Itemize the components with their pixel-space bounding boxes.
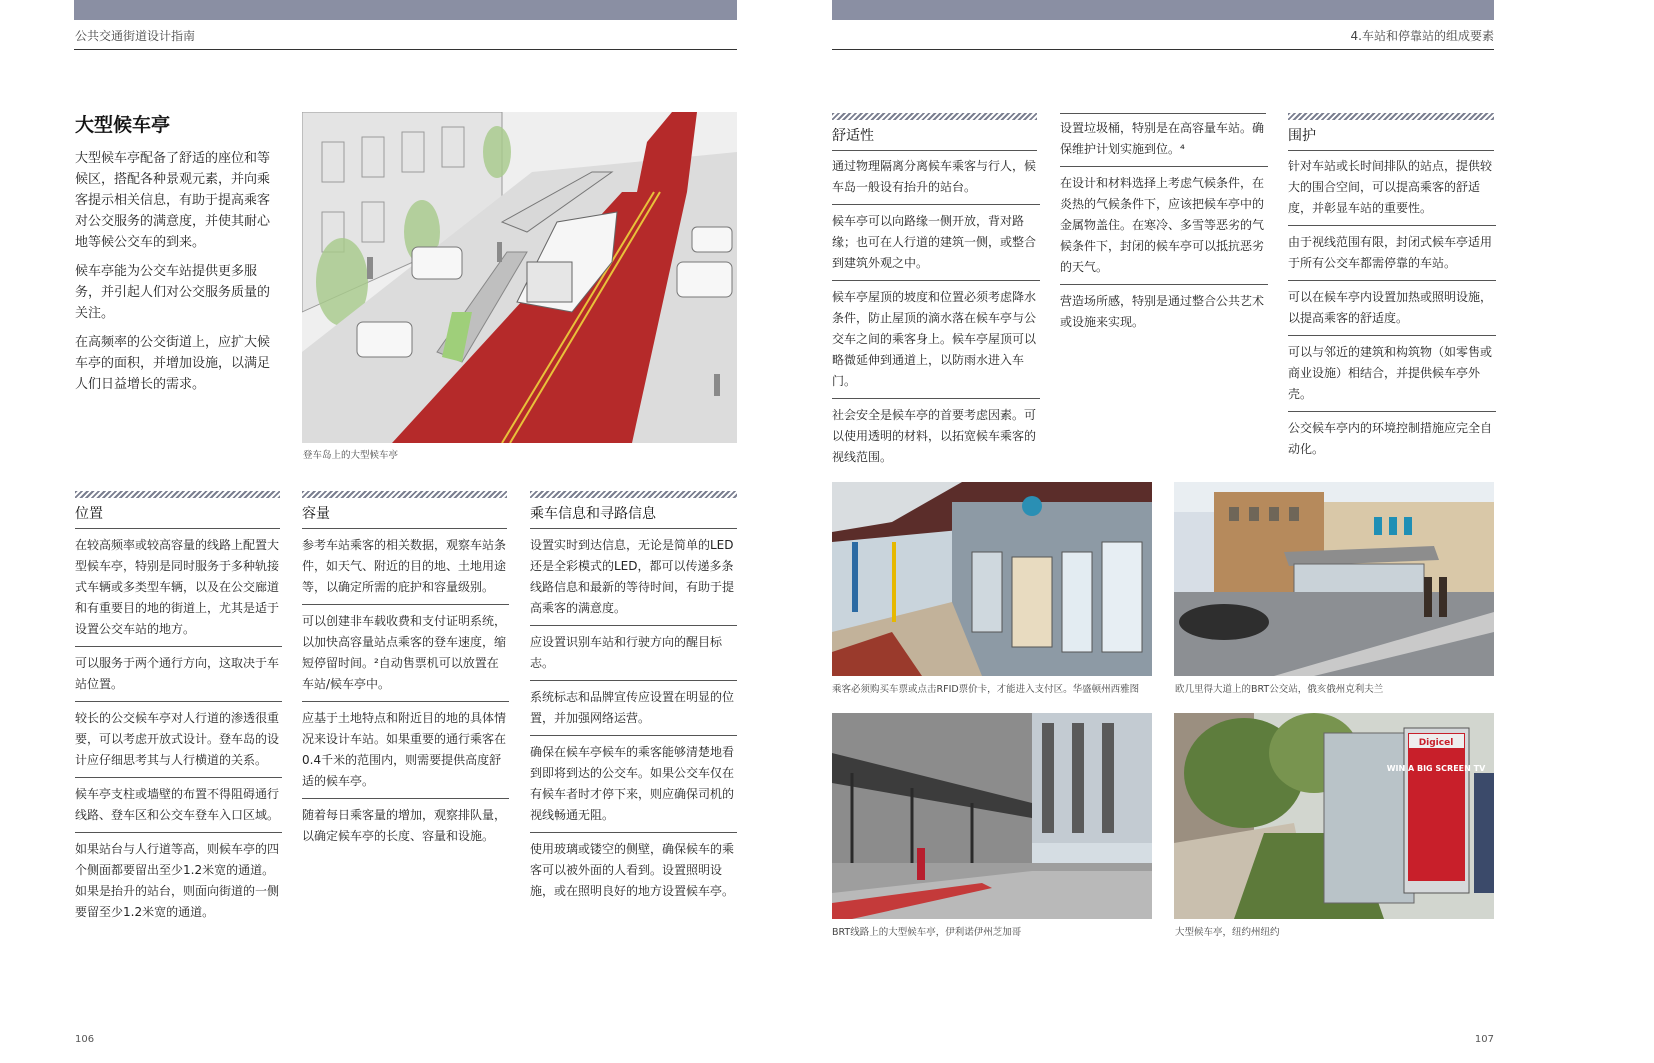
enclosure-section-rule (1288, 150, 1494, 151)
location-item: 候车亭支柱或墙壁的布置不得阻碍通行线路、登车区和公交车登车入口区域。 (75, 778, 282, 833)
enclosure-item: 公交候车亭内的环境控制措施应完全自动化。 (1288, 421, 1493, 456)
info-item: 设置实时到达信息，无论是简单的LED还是全彩模式的LED，都可以传递多条线路信息和最新的等待时间，有助于提高乘客的满意度。 (530, 535, 737, 626)
right-header-rule (832, 49, 1494, 50)
photo-chicago-shelter (832, 713, 1152, 919)
capacity-section-rule (302, 528, 507, 529)
seattle-station-image (832, 482, 1152, 676)
comfort-section-title: 舒适性 (832, 128, 874, 144)
info-section-body (530, 535, 737, 902)
ad-brand-label: Digicel (1418, 738, 1454, 748)
capacity-section-body (302, 535, 509, 847)
location-section-body (75, 535, 282, 923)
left-top-bar (74, 0, 737, 20)
street-illustration-image (302, 112, 737, 443)
comfort-item: 通过物理隔离分离候车乘客与行人，候车岛一般设有抬升的站台。 (832, 156, 1040, 205)
enclosure-item: 可以在候车亭内设置加热或照明设施，以提高乘客的舒适度。 (1288, 281, 1496, 336)
capacity-item: 可以创建非车载收费和支付证明系统，以加快高容量站点乘客的登车速度，缩短停留时间。²自动售票机可以放置在车站/候车亭中。 (302, 605, 509, 702)
info-item: 应设置识别车站和行驶方向的醒目标志。 (530, 626, 737, 681)
capacity-item: 参考车站乘客的相关数据，观察车站条件，如天气、附近的目的地、土地用途等，以确定所需的庇护和容量级别。 (302, 535, 509, 605)
photo-newyork-caption: 大型候车亭，纽约州纽约 (1175, 927, 1280, 938)
right-page-number: 107 (1474, 1034, 1494, 1045)
enclosure-section-body (1288, 156, 1496, 460)
comfort-item: 候车亭可以向路缘一侧开放，背对路缘；也可在人行道的建筑一侧，或整合到建筑外观之中。 (832, 205, 1040, 281)
ad-headline-label: WIN A BIG SCREEN TV (1386, 764, 1486, 773)
comfort-section-rule (832, 150, 1037, 151)
info-section-hatch (530, 491, 737, 498)
info-section-title: 乘车信息和寻路信息 (530, 506, 656, 522)
cleveland-station-image (1174, 482, 1494, 676)
comfort-cont-item: 营造场所感，特别是通过整合公共艺术或设施来实现。 (1060, 294, 1265, 329)
location-item: 较长的公交候车亭对人行道的渗透很重要，可以考虑开放式设计。登车岛的设计应仔细思考其与人行横道的关系。 (75, 702, 282, 778)
right-header-title: 4.车站和停靠站的组成要素 (1350, 29, 1494, 43)
capacity-section-title: 容量 (302, 506, 330, 522)
intro-paragraph: 候车亭能为公交车站提供更多服务，并引起人们对公交服务质量的关注。 (75, 264, 271, 321)
photo-seattle-caption: 乘客必须购买车票或点击RFID票价卡，才能进入支付区。华盛顿州西雅图 (832, 684, 1140, 695)
info-item: 系统标志和品牌宣传应设置在明显的位置，并加强网络运营。 (530, 681, 737, 736)
enclosure-item: 可以与邻近的建筑和构筑物（如零售或商业设施）相结合，并提供候车亭外壳。 (1288, 336, 1496, 412)
location-section-hatch (75, 491, 280, 498)
location-item: 在较高频率或较高容量的线路上配置大型候车亭，特别是同时服务于多种轨接式车辆或多类型车辆，以及在公交廊道和有重要目的地的街道上，尤其是适于设置公交车站的地方。 (75, 535, 282, 647)
comfort-cont-top-rule (1060, 113, 1266, 114)
capacity-item: 随着每日乘客量的增加，观察排队量，以确定候车亭的长度、容量和设施。 (302, 808, 507, 843)
location-item: 如果站台与人行道等高，则候车亭的四个侧面都要留出至少1.2米宽的通道。如果是抬升的站台，则面向街道的一侧要留至少1.2米宽的通道。 (75, 842, 280, 919)
left-header-title: 公共交通街道设计指南 (75, 29, 196, 43)
enclosure-section-title: 围护 (1288, 128, 1316, 144)
comfort-section-hatch (832, 113, 1037, 120)
intro-paragraph: 大型候车亭配备了舒适的座位和等候区，搭配各种景观元素，并向乘客提示相关信息，有助于提高乘客对公交服务的满意度，并使其耐心地等候公交车的到来。 (75, 151, 271, 250)
photo-cleveland-station (1174, 482, 1494, 676)
comfort-cont-item: 设置垃圾桶，特别是在高容量车站。确保维护计划实施到位。⁴ (1060, 118, 1268, 167)
photo-seattle-station (832, 482, 1152, 676)
left-header-rule (74, 49, 737, 50)
newyork-shelter-image (1174, 713, 1494, 919)
left-page-number: 106 (75, 1034, 95, 1045)
comfort-cont-body (1060, 118, 1268, 333)
enclosure-section-hatch (1288, 113, 1494, 120)
info-item: 确保在候车亭候车的乘客能够清楚地看到即将到达的公交车。如果公交车仅在有候车者时才停下来，则应确保司机的视线畅通无阻。 (530, 736, 737, 833)
info-section-rule (530, 528, 737, 529)
comfort-section-body (832, 156, 1040, 468)
page-title: 大型候车亭 (75, 114, 171, 136)
info-item: 使用玻璃或镂空的侧壁，确保候车的乘客可以被外面的人看到。设置照明设施，或在照明良好的地方设置候车亭。 (530, 842, 735, 898)
intro-paragraph: 在高频率的公交街道上，应扩大候车亭的面积，并增加设施，以满足人们日益增长的需求。 (75, 335, 271, 392)
illustration-caption: 登车岛上的大型候车亭 (303, 450, 399, 461)
chicago-shelter-image (832, 713, 1152, 919)
photo-cleveland-caption: 欧几里得大道上的BRT公交站，俄亥俄州克利夫兰 (1175, 684, 1384, 695)
photo-newyork-shelter (1174, 713, 1494, 919)
comfort-item: 社会安全是候车亭的首要考虑因素。可以使用透明的材料，以拓宽候车乘客的视线范围。 (832, 408, 1037, 464)
intro-text (75, 148, 282, 395)
comfort-cont-item: 在设计和材料选择上考虑气候条件，在炎热的气候条件下，应该把候车亭中的金属物盖住。在寒冷、多雪等恶劣的气候条件下，封闭的候车亭可以抵抗恶劣的天气。 (1060, 167, 1268, 285)
enclosure-item: 针对车站或长时间排队的站点，提供较大的围合空间，可以提高乘客的舒适度，并彰显车站的重要性。 (1288, 156, 1496, 226)
right-top-bar (832, 0, 1494, 20)
location-section-title: 位置 (75, 506, 103, 522)
photo-chicago-caption: BRT线路上的大型候车亭，伊利诺伊州芝加哥 (832, 927, 1022, 938)
capacity-item: 应基于土地特点和附近目的地的具体情况来设计车站。如果重要的通行乘客在0.4千米的范围内，则需要提供高度舒适的候车亭。 (302, 702, 509, 799)
shelter-illustration (302, 112, 737, 443)
location-section-rule (75, 528, 280, 529)
comfort-item: 候车亭屋顶的坡度和位置必须考虑降水条件，防止屋顶的滴水落在候车亭与公交车之间的乘客身上。候车亭屋顶可以略微延伸到通道上，以防雨水进入车门。 (832, 281, 1040, 399)
enclosure-item: 由于视线范围有限，封闭式候车亭适用于所有公交车都需停靠的车站。 (1288, 226, 1496, 281)
capacity-section-hatch (302, 491, 507, 498)
location-item: 可以服务于两个通行方向，这取决于车站位置。 (75, 647, 282, 702)
